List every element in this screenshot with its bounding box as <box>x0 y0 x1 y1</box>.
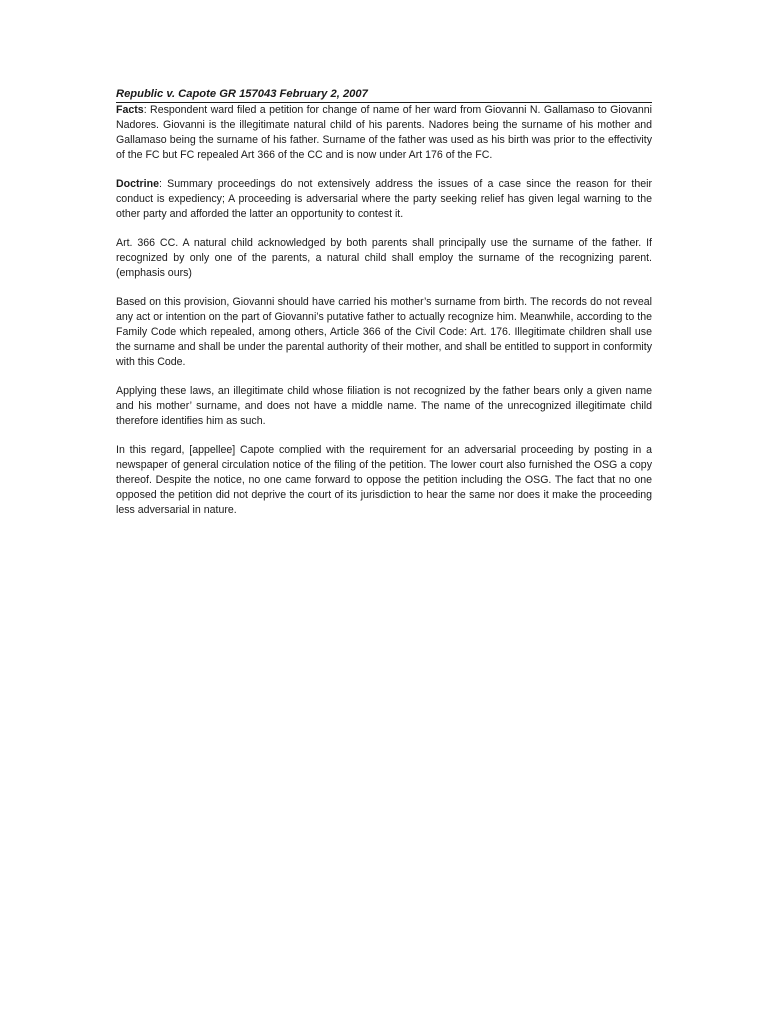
adversarial-proceeding-paragraph: In this regard, [appellee] Capote complied with the requirement for an adversarial proceeding by posting in a newspaper of general circulation notice of the filing of the petition. The lower court also furnished the OSG a copy thereof. Despite the notice, no one came forward to oppose the petition including the OSG. The fact that no one opposed the petition did not deprive the court of its jurisdiction to hear the same nor does it make the proceeding less adversarial in nature. <box>116 444 652 516</box>
facts-label: Facts <box>116 104 144 116</box>
application-paragraph: Applying these laws, an illegitimate child whose filiation is not recognized by the father bears only a given name and his mother’ surname, and does not have a middle name. The name of the unrecognized illegitimate child therefore identifies him as such. <box>116 385 652 427</box>
doctrine-label: Doctrine <box>116 178 159 190</box>
document-page <box>116 88 652 532</box>
article-366-paragraph: Art. 366 CC. A natural child acknowledged by both parents shall principally use the surname of the father. If recognized by only one of the parents, a natural child shall employ the surname of the recognizing parent. (emphasis ours) <box>116 237 652 279</box>
doctrine-text: : Summary proceedings do not extensively address the issues of a case since the reason for their conduct is expediency; A proceeding is adversarial where the party seeking relief has given legal warning to the other party and afforded the latter an opportunity to contest it. <box>116 178 652 220</box>
facts-paragraph <box>116 103 652 163</box>
case-title: Republic v. Capote GR 157043 February 2, 2007 <box>116 88 652 103</box>
provision-analysis-paragraph: Based on this provision, Giovanni should have carried his mother’s surname from birth. The records do not reveal any act or intention on the part of Giovanni’s putative father to actually recognize him. Meanwhile, according to the Family Code which repealed, among others, Article 366 of the Civil Code: Art. 176. Illegitimate children shall use the surname and shall be under the parental authority of their mother, and shall be entitled to support in conformity with this Code. <box>116 296 652 368</box>
facts-text: : Respondent ward filed a petition for change of name of her ward from Giovanni N. Gallamaso to Giovanni Nadores. Giovanni is the illegitimate natural child of his parents. Nadores being the surname of his mother and Gallamaso being the surname of his father. Surname of the father was used as his birth was prior to the effectivity of the FC but FC repealed Art 366 of the CC and is now under Art 176 of the FC. <box>116 104 652 161</box>
doctrine-paragraph <box>116 177 652 222</box>
